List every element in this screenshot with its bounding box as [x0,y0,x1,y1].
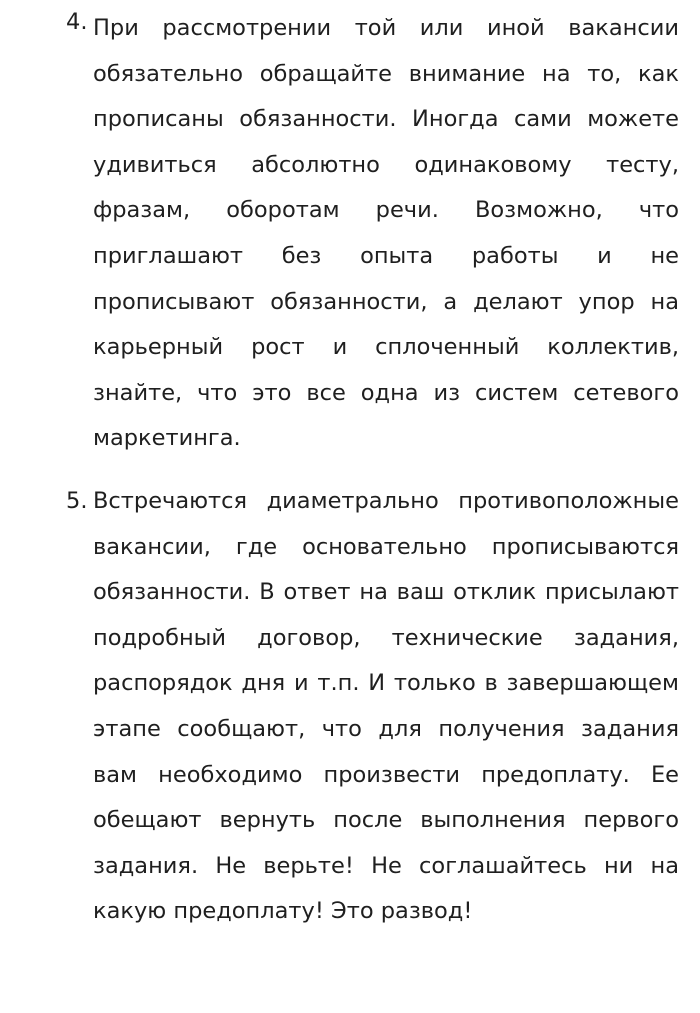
list-item-number: 5. [66,487,88,514]
list-item [0,0,700,462]
list-item-text: При рассмотрении той или иной вакансии обязательно обращайте внимание на то, как прописаны обязанности. Иногда сами можете удивиться абсолютно одинаковому тесту, фразам, оборотам речи. Возможно, что приглашают без опыта работы и не прописывают обязанности, а делают упор на карьерный рост и сплоченный коллектив, знайте, что это все одна из систем сетевого маркетинга. [93,15,679,452]
list-item-text: Встречаются диаметрально противоположные вакансии, где основательно прописываются обязанности. В ответ на ваш отклик присылают подробный договор, технические задания, распорядок дня и т.п. И только в завершающем этапе сообщают, что для получения задания вам необходимо произвести предоплату. Ее обещают вернуть после выполнения первого задания. Не верьте! Не соглашайтесь ни на какую предоплату! Это развод! [93,487,679,925]
list-item [0,479,700,935]
list-item-number: 4. [66,9,88,35]
